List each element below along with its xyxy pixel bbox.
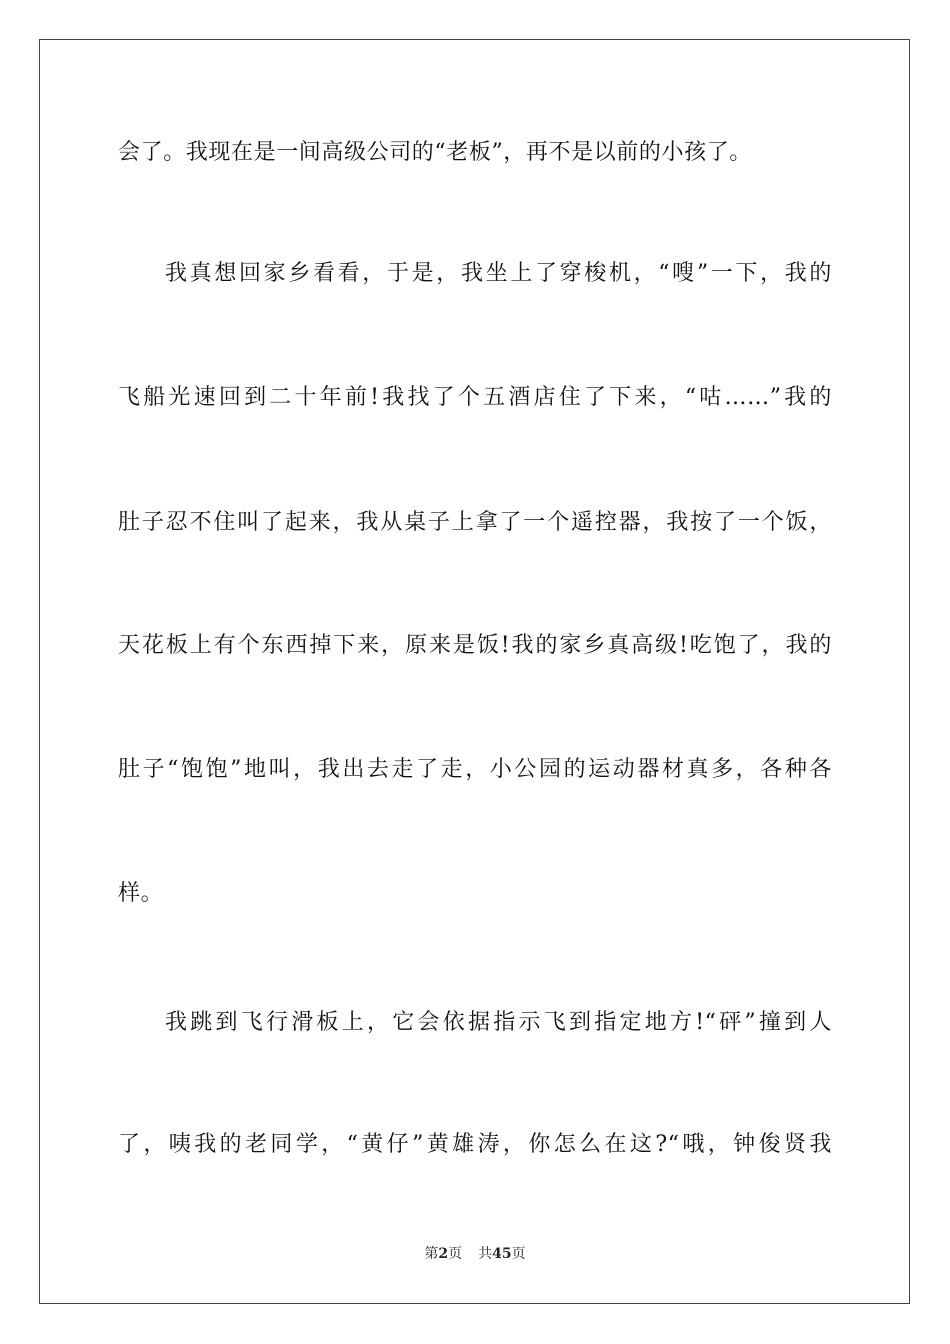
total-count: 45 bbox=[492, 1246, 512, 1262]
page-suffix: 页 bbox=[448, 1246, 463, 1262]
text-line-4: 肚子忍不住叫了起来，我从桌子上拿了一个遥控器，我按了一个饭， bbox=[118, 510, 832, 535]
page-number bbox=[424, 1244, 462, 1264]
text-line-8: 我跳到飞行滑板上，它会依据指示飞到指定地方!“砰”撞到人 bbox=[165, 1010, 832, 1035]
total-suffix: 页 bbox=[511, 1246, 526, 1262]
page-footer bbox=[0, 1244, 950, 1264]
text-line-1: 会了。我现在是一间高级公司的“老板”，再不是以前的小孩了。 bbox=[118, 140, 752, 165]
page-border bbox=[39, 39, 910, 1304]
text-line-2: 我真想回家乡看看，于是，我坐上了穿梭机，“嗖”一下，我的 bbox=[165, 261, 832, 286]
text-line-6: 肚子“饱饱”地叫，我出去走了走，小公园的运动器材真多，各种各 bbox=[118, 757, 832, 782]
total-prefix: 共 bbox=[478, 1246, 493, 1262]
page-current: 2 bbox=[438, 1246, 449, 1262]
page-total bbox=[478, 1244, 525, 1264]
text-line-9: 了，咦我的老同学，“黄仔”黄雄涛，你怎么在这?“哦，钟俊贤我 bbox=[118, 1132, 832, 1157]
text-line-7: 样。 bbox=[118, 881, 164, 906]
text-line-5: 天花板上有个东西掉下来，原来是饭!我的家乡真高级!吃饱了，我的 bbox=[118, 633, 832, 658]
page-prefix: 第 bbox=[424, 1246, 439, 1262]
text-line-3: 飞船光速回到二十年前!我找了个五酒店住了下来，“咕……”我的 bbox=[118, 385, 832, 410]
